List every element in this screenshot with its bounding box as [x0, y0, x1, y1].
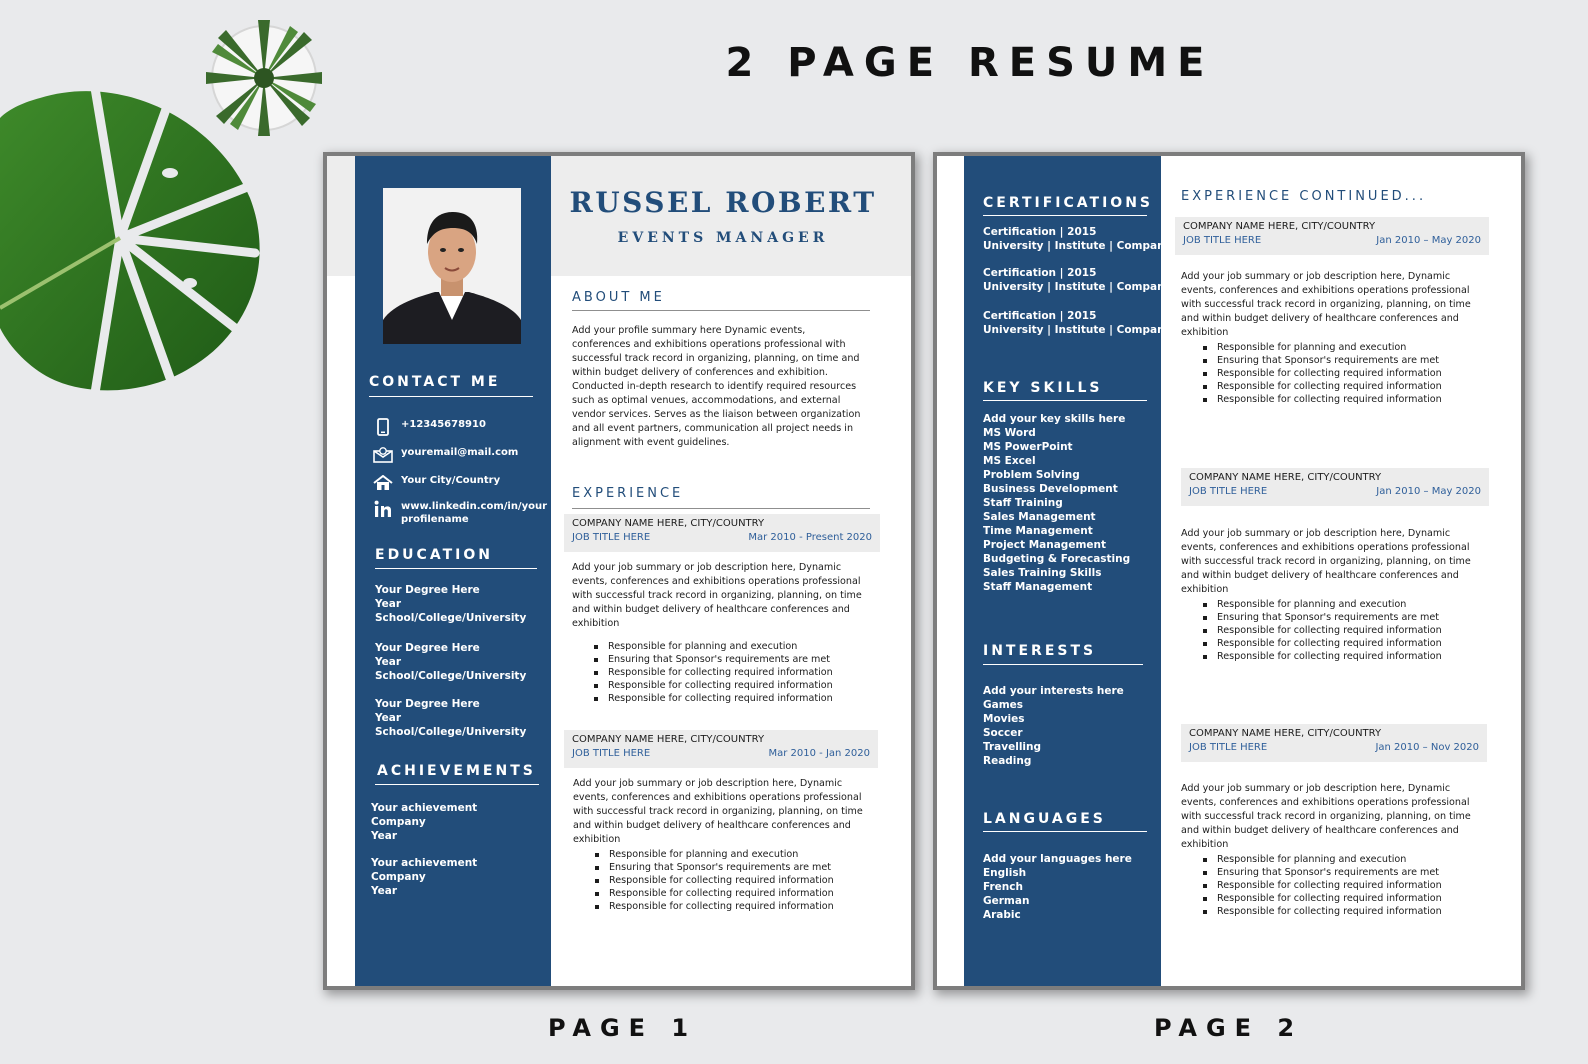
job-bullets: Responsible for planning and execution Ensuring that Sponsor's requirements are met Responsible for collecting required information Responsible for collecting required information Responsible for collecting required information — [592, 640, 833, 705]
achievements-rule — [375, 784, 539, 785]
achievements-heading: ACHIEVEMENTS — [377, 763, 536, 779]
experience-rule — [572, 508, 870, 509]
about-rule — [572, 310, 870, 311]
job-bullets: Responsible for planning and execution Ensuring that Sponsor's requirements are met Responsible for collecting required information Responsible for collecting required information Responsible for collecting required information — [1201, 598, 1442, 663]
education-item: Your Degree Here Year School/College/University — [375, 584, 527, 624]
certifications-heading: CERTIFICATIONS — [983, 195, 1154, 211]
job-bullets: Responsible for planning and execution Ensuring that Sponsor's requirements are met Responsible for collecting required information Responsible for collecting required information Responsible for collecting required information — [1201, 341, 1442, 406]
job-summary: Add your job summary or job description here, Dynamic events, conferences and exhibitions operations professional with successful track record in organizing, planning, on time and within budget delivery of healthcare conferences and exhibition — [1181, 271, 1471, 338]
sidebar — [355, 156, 551, 986]
contact-rule — [369, 396, 533, 397]
education-heading: EDUCATION — [375, 547, 493, 563]
contact-heading: CONTACT ME — [369, 374, 501, 390]
job-bullets: Responsible for planning and execution Ensuring that Sponsor's requirements are met Responsible for collecting required information Responsible for collecting required information Responsible for collecting required information — [1201, 853, 1442, 918]
skills-rule — [983, 400, 1147, 401]
achievement-item: Your achievement Company Year — [371, 802, 478, 842]
languages-list: Add your languages here English French German Arabic — [983, 853, 1132, 921]
achievement-item: Your achievement Company Year — [371, 857, 478, 897]
certification-item: Certification | 2015 University | Institute | Company — [983, 310, 1172, 336]
resume-page-2 — [937, 156, 1521, 986]
job-header: COMPANY NAME HERE, CITY/COUNTRY JOB TITLE HERE Jan 2010 – May 2020 — [1175, 217, 1489, 255]
skills-list: Add your key skills here MS Word MS PowerPoint MS Excel Problem Solving Business Development Staff Training Sales Management Time Management Project Management Budgeting & Forecasting Sales Training Skills Staff Management — [983, 413, 1131, 593]
certification-item: Certification | 2015 University | Institute | Company — [983, 267, 1172, 293]
experience-heading: EXPERIENCE — [572, 486, 684, 501]
education-item: Your Degree Here Year School/College/University — [375, 698, 527, 738]
contact-location — [373, 474, 500, 492]
succulent-pot-image — [198, 12, 330, 144]
skills-heading: KEY SKILLS — [983, 380, 1103, 396]
contact-linkedin — [373, 500, 547, 526]
sidebar — [964, 156, 1172, 986]
job-header: COMPANY NAME HERE, CITY/COUNTRY JOB TITLE HERE Mar 2010 - Jan 2020 — [564, 730, 878, 768]
candidate-role: EVENTS MANAGER — [617, 230, 829, 246]
languages-rule — [983, 831, 1147, 832]
page-2-label: PAGE 2 — [1154, 1014, 1304, 1042]
profile-photo — [383, 188, 521, 344]
contact-phone — [373, 418, 486, 436]
job-header: COMPANY NAME HERE, CITY/COUNTRY JOB TITLE HERE Jan 2010 – Nov 2020 — [1181, 724, 1487, 762]
certifications-rule — [983, 215, 1147, 216]
candidate-name: RUSSEL ROBERT — [569, 186, 877, 219]
job-bullets: Responsible for planning and execution Ensuring that Sponsor's requirements are met Responsible for collecting required information Responsible for collecting required information Responsible for collecting required information — [593, 848, 834, 913]
interests-heading: INTERESTS — [983, 643, 1097, 659]
job-header: COMPANY NAME HERE, CITY/COUNTRY JOB TITLE HERE Mar 2010 - Present 2020 — [564, 514, 880, 552]
job-summary: Add your job summary or job description here, Dynamic events, conferences and exhibitions operations professional with successful track record in organizing, planning, on time and within budget delivery of healthcare conferences and exhibition — [573, 778, 863, 845]
phone-number: +12345678910 — [401, 419, 486, 430]
about-text: Add your profile summary here Dynamic events, conferences and exhibitions operations professional with successful track record in organizing, planning, on time and within budget delivery of conferences and exhibition. Conducted in-depth research to identify required resources such as optimal venues, accommodations, and external vendor services. Serves as the liaison between organization and all event partners, communication all project needs in alignment with event guidelines. — [572, 325, 861, 448]
linkedin-url[interactable]: www.linkedin.com/in/your profilename — [401, 501, 548, 525]
resume-page-1 — [327, 156, 911, 986]
page-heading: 2 PAGE RESUME — [725, 40, 1215, 86]
experience-continued-heading: EXPERIENCE CONTINUED... — [1181, 189, 1427, 204]
page-1-label: PAGE 1 — [548, 1014, 698, 1042]
email-address[interactable]: youremail@mail.com — [401, 447, 519, 458]
location: Your City/Country — [401, 475, 501, 486]
job-summary: Add your job summary or job description here, Dynamic events, conferences and exhibitions operations professional with successful track record in organizing, planning, on time and within budget delivery of healthcare conferences and exhibition — [1181, 783, 1471, 850]
job-header: COMPANY NAME HERE, CITY/COUNTRY JOB TITLE HERE Jan 2010 – May 2020 — [1181, 468, 1489, 506]
home-icon — [373, 474, 393, 492]
education-item: Your Degree Here Year School/College/University — [375, 642, 527, 682]
about-heading: ABOUT ME — [572, 290, 665, 305]
interests-list: Add your interests here Games Movies Soccer Travelling Reading — [983, 685, 1124, 767]
job-summary: Add your job summary or job description here, Dynamic events, conferences and exhibitions operations professional with successful track record in organizing, planning, on time and within budget delivery of healthcare conferences and exhibition — [1181, 528, 1471, 595]
job-summary: Add your job summary or job description here, Dynamic events, conferences and exhibitions operations professional with successful track record in organizing, planning, on time and within budget delivery of healthcare conferences and exhibition — [572, 562, 862, 629]
languages-heading: LANGUAGES — [983, 811, 1106, 827]
education-rule — [375, 568, 537, 569]
interests-rule — [983, 664, 1143, 665]
email-icon — [373, 446, 393, 464]
certification-item: Certification | 2015 University | Institute | Company — [983, 226, 1172, 252]
linkedin-icon — [373, 500, 393, 518]
contact-email — [373, 446, 518, 464]
phone-icon — [373, 418, 393, 436]
